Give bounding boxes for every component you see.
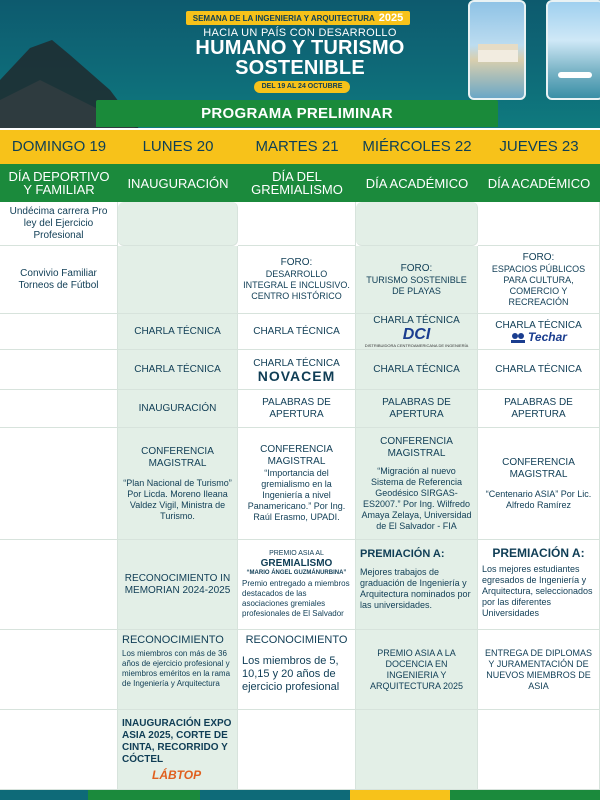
schedule-row: [0, 390, 600, 428]
theme-wednesday: DÍA ACADÉMICO: [365, 175, 469, 191]
forum-topic: DESARROLLO INTEGRAL E INCLUSIVO. CENTRO HISTÓRICO: [243, 269, 350, 301]
wednesday-opening: [356, 390, 478, 428]
sunday-empty: [0, 630, 118, 710]
schedule-grid: [0, 202, 600, 790]
talk-label: CHARLA TÉCNICA: [253, 357, 340, 369]
keynote-description: “Plan Nacional de Turismo” Por Licda. Moreno Ileana Valdez Vigil, Ministra de Turismo.: [123, 477, 232, 521]
day-themes: [0, 164, 600, 202]
sunday-empty: [0, 350, 118, 390]
talk-label: CHARLA TÉCNICA: [373, 315, 460, 326]
monday-empty: [118, 246, 238, 314]
thursday-forum: [478, 246, 600, 314]
monday-inauguration: [118, 390, 238, 428]
thursday-award: [478, 540, 600, 630]
wednesday-forum: [356, 246, 478, 314]
monday-expo: [118, 710, 238, 790]
award-namesake: “MARIO ÁNGEL GUZMÁNURBINA”: [246, 570, 347, 576]
schedule-row: [0, 246, 600, 314]
event-subtitle: HACIA UN PAÍS CON DESARROLLO: [203, 27, 397, 39]
schedule-row: [0, 350, 600, 390]
wednesday-empty: [356, 202, 478, 246]
forum-label: FORO:: [522, 251, 555, 263]
tuesday-forum: [238, 246, 356, 314]
opening-label: PALABRAS DE APERTURA: [382, 396, 451, 420]
palace-photo: [468, 0, 526, 100]
tuesday-empty: [238, 202, 356, 246]
tuesday-talk: [238, 314, 356, 350]
tuesday-keynote: [238, 428, 356, 540]
tuesday-opening: [238, 390, 356, 428]
forum-label: FORO:: [400, 262, 433, 274]
keynote-title: CONFERENCIA MAGISTRAL: [260, 444, 333, 467]
wednesday-talk: [356, 350, 478, 390]
schedule-row: [0, 202, 600, 246]
event-title: HUMANO Y TURISMO SOSTENIBLE: [195, 37, 405, 79]
schedule-row: [0, 314, 600, 350]
inauguration-label: INAUGURACIÓN: [138, 402, 217, 414]
award-description: Los mejores estudiantes egresados de Ingeniería y Arquitectura, seleccionados por las diferentes Universidades: [482, 564, 593, 618]
keynote-title: CONFERENCIA MAGISTRAL: [380, 435, 453, 459]
teaching-award-label: PREMIO ASIA A LA DOCENCIA EN INGENIERIA Y ARQUITECTURA 2025: [369, 647, 464, 691]
talk-label: CHARLA TÉCNICA: [134, 325, 221, 337]
date-badge: DEL 19 AL 24 OCTUBRE: [254, 81, 350, 93]
talk-label: CHARLA TÉCNICA: [134, 363, 221, 375]
sunday-race: Undécima carrera Pro ley del Ejercicio Profesional: [0, 202, 118, 246]
techar-logo: [510, 332, 567, 344]
theme-tuesday: DÍA DEL GREMIALISMO: [251, 169, 343, 197]
techar-mark-icon: [510, 332, 526, 344]
coast-photo: [546, 0, 600, 100]
event-name-badge: SEMANA DE LA INGENIERIA Y ARQUITECTURA 2025: [186, 11, 410, 25]
award-description: Mejores trabajos de graduación de Ingeniería y Arquitectura nominados por las universidades.: [360, 567, 471, 610]
monday-empty: [118, 202, 238, 246]
thursday-empty: [478, 202, 600, 246]
keynote-description: “Migración al nuevo Sistema de Referencia Geodésico SIRGAS-ES2007.” Por Ing. Wilfredo Amaya Zelaya, Universidad de El Salvador - FIA: [361, 465, 472, 531]
wednesday-award: [356, 540, 478, 630]
award-title: PREMIACIÓN A:: [492, 546, 585, 560]
schedule-row: [0, 710, 600, 790]
recognition-title: RECONOCIMIENTO: [122, 634, 224, 646]
monday-talk: [118, 314, 238, 350]
sunday-empty: [0, 710, 118, 790]
forum-label: FORO:: [280, 257, 313, 268]
thursday-talk: [478, 314, 600, 350]
thursday-keynote: [478, 428, 600, 540]
thursday-opening: [478, 390, 600, 428]
monday-talk: [118, 350, 238, 390]
opening-label: PALABRAS DE APERTURA: [262, 396, 331, 420]
tuesday-empty: [238, 710, 356, 790]
schedule-row: [0, 428, 600, 540]
theme-thursday: DÍA ACADÉMICO: [487, 175, 591, 191]
tuesday-talk: [238, 350, 356, 390]
keynote-title: CONFERENCIA MAGISTRAL: [141, 445, 214, 469]
keynote-description: “Importancia del gremialismo en la Ingeniería a nivel Panamericano.” Por Ing. Raúl Erasmo, UPADI.: [247, 468, 346, 522]
day-headers: [0, 130, 600, 164]
sunday-empty: [0, 390, 118, 428]
header-banner: [0, 0, 600, 128]
novacem-logo: NOVACEM: [257, 367, 336, 384]
day-thursday: JUEVES 23: [499, 138, 579, 155]
recognition-description: Los miembros con más de 36 años de ejercicio profesional y miembros eméritos en la rama de Ingeniería y Arquitectura: [122, 649, 231, 688]
thursday-diplomas: [478, 630, 600, 710]
thursday-empty: [478, 710, 600, 790]
recognition-title: RECONOCIMIENTO: [245, 634, 348, 646]
sunday-empty: [0, 314, 118, 350]
award-title: GREMIALISMO: [260, 558, 333, 569]
sunday-empty: [0, 428, 118, 540]
keynote-description: “Centenario ASIA” Por Lic. Alfredo Ramírez: [485, 488, 592, 510]
monday-keynote: [118, 428, 238, 540]
schedule-row: [0, 540, 600, 630]
monday-recognition: [118, 630, 238, 710]
tuesday-award: [238, 540, 356, 630]
forum-topic: TURISMO SOSTENIBLE DE PLAYAS: [366, 274, 467, 296]
schedule-row: [0, 630, 600, 710]
expo-label: INAUGURACIÓN EXPO ASIA 2025, CORTE DE CINTA, RECORRIDO Y CÓCTEL: [122, 718, 232, 765]
wednesday-teaching-award: [356, 630, 478, 710]
talk-label: CHARLA TÉCNICA: [373, 363, 460, 375]
footer-strip: [0, 790, 600, 800]
sunday-empty: [0, 540, 118, 630]
dci-logo: DCI: [402, 326, 431, 343]
monday-memorial: [118, 540, 238, 630]
techar-wordmark: Techar: [528, 330, 567, 344]
day-sunday: DOMINGO 19: [11, 138, 107, 155]
award-prefix: PREMIO ASIA AL: [269, 550, 324, 557]
theme-monday: INAUGURACIÓN: [127, 175, 229, 191]
dci-logo-caption: DISTRIBUIDORA CENTROAMERICANA DE INGENIERÍA: [364, 343, 469, 348]
talk-label: CHARLA TÉCNICA: [495, 363, 582, 375]
recognition-description: Los miembros de 5, 10,15 y 20 años de ejercicio profesional: [242, 655, 340, 693]
memorial-label: RECONOCIMIENTO IN MEMORIAN 2024-2025: [124, 572, 231, 596]
wednesday-talk: [356, 314, 478, 350]
award-description: Premio entregado a miembros destacados de las asociaciones gremiales profesionales de El Salvador: [242, 579, 350, 618]
thursday-talk: [478, 350, 600, 390]
award-title: PREMIACIÓN A:: [360, 548, 445, 560]
day-wednesday: MIÉRCOLES 22: [362, 138, 472, 155]
forum-topic: ESPACIOS PÚBLICOS PARA CULTURA, COMERCIO Y RECREACIÓN: [491, 263, 586, 307]
day-monday: LUNES 20: [142, 138, 214, 155]
theme-sunday: DÍA DEPORTIVO Y FAMILIAR: [8, 169, 110, 197]
wednesday-empty: [356, 710, 478, 790]
tuesday-recognition: [238, 630, 356, 710]
talk-label: CHARLA TÉCNICA: [253, 325, 340, 337]
program-title: PROGRAMA PRELIMINAR: [96, 100, 498, 127]
diplomas-label: ENTREGA DE DIPLOMAS Y JURAMENTACIÓN DE NUEVOS MIEMBROS DE ASIA: [484, 647, 593, 691]
day-tuesday: MARTES 21: [255, 138, 339, 155]
talk-label: CHARLA TÉCNICA: [495, 319, 582, 331]
labtop-logo: LÁBTOP: [152, 768, 202, 782]
opening-label: PALABRAS DE APERTURA: [504, 396, 573, 420]
wednesday-keynote: [356, 428, 478, 540]
keynote-title: CONFERENCIA MAGISTRAL: [502, 456, 575, 480]
sunday-family: Convivio Familiar Torneos de Fútbol: [0, 246, 118, 314]
